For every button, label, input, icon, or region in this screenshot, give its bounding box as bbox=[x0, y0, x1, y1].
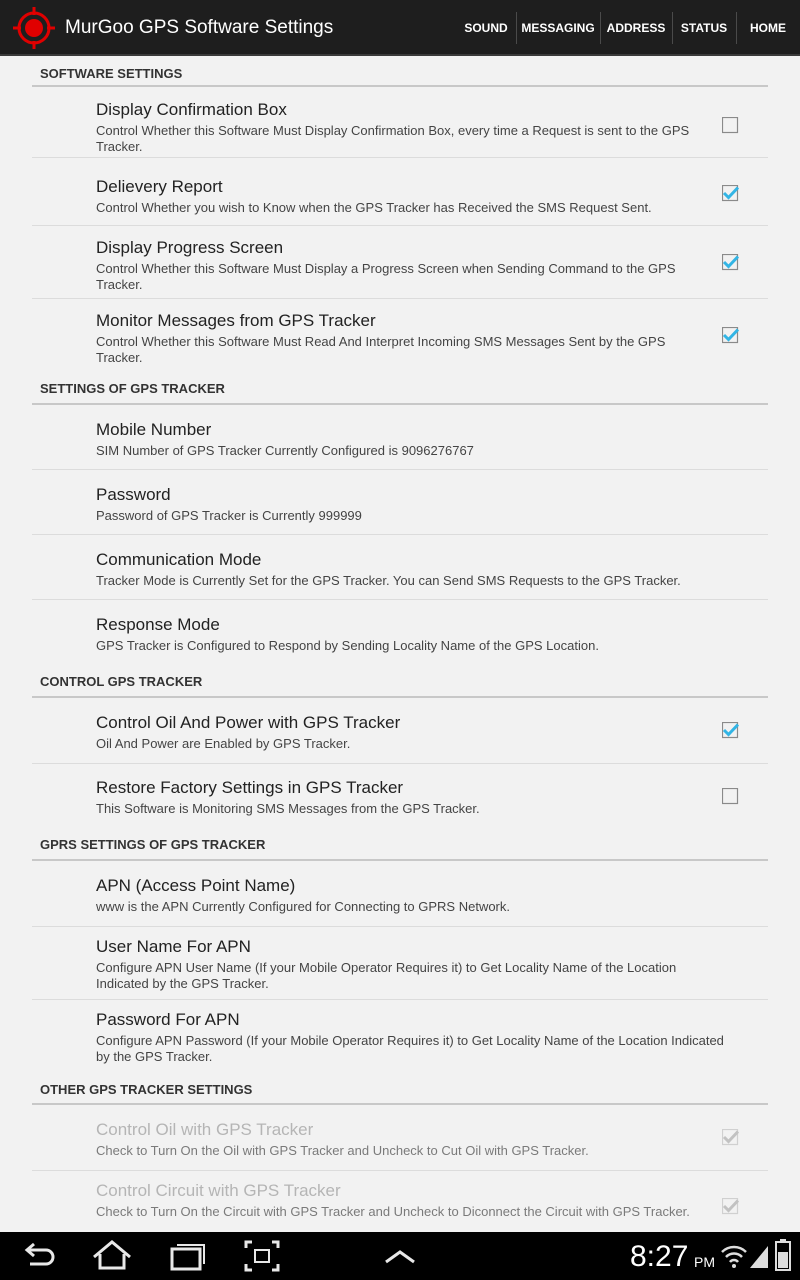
pref-title: Mobile Number bbox=[96, 420, 212, 439]
pref-display-confirmation-box[interactable] bbox=[32, 87, 768, 158]
pref-monitor-messages[interactable] bbox=[32, 299, 768, 372]
checkbox[interactable] bbox=[722, 185, 739, 202]
pref-summary: Control Whether this Software Must Display Confirmation Box, every time a Request is sent to the GPS Tracker. bbox=[96, 123, 690, 154]
pref-control-circuit[interactable] bbox=[32, 1171, 768, 1232]
category-title: SOFTWARE SETTINGS bbox=[40, 66, 183, 81]
pref-title: Communication Mode bbox=[96, 550, 262, 569]
pref-title: Restore Factory Settings in GPS Tracker bbox=[96, 778, 404, 797]
pref-summary: Check to Turn On the Oil with GPS Tracker and Uncheck to Cut Oil with GPS Tracker. bbox=[96, 1143, 589, 1158]
back-icon[interactable] bbox=[18, 1236, 60, 1276]
app-title: MurGoo GPS Software Settings bbox=[65, 17, 334, 38]
pref-summary: Control Whether you wish to Know when the GPS Tracker has Received the SMS Request Sent. bbox=[96, 200, 652, 215]
pref-title: Display Progress Screen bbox=[96, 238, 284, 257]
battery-icon bbox=[774, 1238, 792, 1272]
pref-summary: Check to Turn On the Circuit with GPS Tracker and Uncheck to Diconnect the Circuit with GPS Tracker. bbox=[96, 1204, 690, 1219]
pref-summary: Configure APN Password (If your Mobile Operator Requires it) to Get Locality Name of the Location Indicated by the GPS Tracker. bbox=[96, 1033, 724, 1064]
pref-password[interactable] bbox=[32, 470, 768, 535]
pref-title: Password For APN bbox=[96, 1010, 240, 1029]
pref-mobile-number[interactable] bbox=[32, 405, 768, 470]
pref-summary: Password of GPS Tracker is Currently 999999 bbox=[96, 508, 362, 523]
system-nav-bar bbox=[0, 1232, 800, 1280]
pref-summary: GPS Tracker is Configured to Respond by Sending Locality Name of the GPS Location. bbox=[96, 638, 599, 653]
category-header bbox=[32, 828, 768, 861]
address-action-button[interactable]: ADDRESS bbox=[600, 0, 672, 56]
checkbox[interactable] bbox=[722, 722, 739, 739]
clock-time: 8:27 bbox=[630, 1240, 689, 1273]
pref-title: Delievery Report bbox=[96, 177, 223, 196]
checkbox[interactable] bbox=[722, 117, 739, 134]
pref-response-mode[interactable] bbox=[32, 600, 768, 665]
pref-summary: Control Whether this Software Must Read And Interpret Incoming SMS Messages Sent by the GPS Tracker. bbox=[96, 334, 666, 365]
checkbox[interactable] bbox=[722, 1198, 739, 1215]
pref-title: Control Circuit with GPS Tracker bbox=[96, 1181, 341, 1200]
home-action-button[interactable]: HOME bbox=[736, 0, 800, 56]
checkbox[interactable] bbox=[722, 327, 739, 344]
pref-title: Control Oil And Power with GPS Tracker bbox=[96, 713, 401, 732]
category-header bbox=[32, 372, 768, 405]
pref-title: Control Oil with GPS Tracker bbox=[96, 1120, 314, 1139]
pref-summary: This Software is Monitoring SMS Messages from the GPS Tracker. bbox=[96, 801, 480, 816]
signal-icon bbox=[748, 1242, 770, 1270]
category-title: CONTROL GPS TRACKER bbox=[40, 674, 203, 689]
crosshair-target-icon[interactable] bbox=[12, 6, 56, 50]
pref-summary: Tracker Mode is Currently Set for the GPS Tracker. You can Send SMS Requests to the GPS Tracker. bbox=[96, 573, 681, 588]
checkbox[interactable] bbox=[722, 788, 739, 805]
pref-delivery-report[interactable] bbox=[32, 158, 768, 226]
pref-summary: Oil And Power are Enabled by GPS Tracker. bbox=[96, 736, 351, 751]
recent-apps-icon[interactable] bbox=[168, 1236, 208, 1276]
messaging-action-button[interactable]: MESSAGING bbox=[516, 0, 600, 56]
pref-user-name-for-apn[interactable] bbox=[32, 927, 768, 1000]
checkbox[interactable] bbox=[722, 254, 739, 271]
pref-summary: Configure APN User Name (If your Mobile Operator Requires it) to Get Locality Name of the Location Indicated by the GPS Tracker. bbox=[96, 960, 677, 991]
pref-title: APN (Access Point Name) bbox=[96, 876, 296, 895]
pref-communication-mode[interactable] bbox=[32, 535, 768, 600]
status-action-button[interactable]: STATUS bbox=[672, 0, 736, 56]
pref-restore-factory-settings[interactable] bbox=[32, 764, 768, 828]
preferences-list[interactable] bbox=[0, 58, 800, 1232]
pref-apn[interactable] bbox=[32, 861, 768, 927]
wifi-icon bbox=[720, 1242, 748, 1270]
action-items bbox=[456, 0, 800, 56]
clock-ampm: PM bbox=[694, 1254, 715, 1270]
category-title: GPRS SETTINGS OF GPS TRACKER bbox=[40, 837, 266, 852]
pref-summary: www is the APN Currently Configured for Connecting to GPRS Network. bbox=[96, 899, 511, 914]
pref-title: Response Mode bbox=[96, 615, 220, 634]
pref-password-for-apn[interactable] bbox=[32, 1000, 768, 1073]
pref-title: Monitor Messages from GPS Tracker bbox=[96, 311, 376, 330]
pref-control-oil[interactable] bbox=[32, 1105, 768, 1171]
category-title: SETTINGS OF GPS TRACKER bbox=[40, 381, 225, 396]
pref-summary: SIM Number of GPS Tracker Currently Configured is 9096276767 bbox=[96, 443, 474, 458]
home-icon[interactable] bbox=[90, 1236, 134, 1276]
pref-title: Display Confirmation Box bbox=[96, 100, 287, 119]
screenshot-icon[interactable] bbox=[242, 1236, 282, 1276]
pref-summary: Control Whether this Software Must Display a Progress Screen when Sending Command to the GPS Tracker. bbox=[96, 261, 676, 292]
checkbox[interactable] bbox=[722, 1129, 739, 1146]
category-header bbox=[32, 665, 768, 698]
pref-control-oil-and-power[interactable] bbox=[32, 698, 768, 764]
category-header bbox=[32, 1073, 768, 1105]
pref-title: User Name For APN bbox=[96, 937, 251, 956]
category-title: OTHER GPS TRACKER SETTINGS bbox=[40, 1082, 253, 1097]
category-header bbox=[32, 58, 768, 87]
action-bar bbox=[0, 0, 800, 56]
sound-action-button[interactable]: SOUND bbox=[464, 21, 508, 35]
menu-up-icon[interactable] bbox=[380, 1236, 420, 1276]
pref-display-progress-screen[interactable] bbox=[32, 226, 768, 299]
pref-title: Password bbox=[96, 485, 171, 504]
